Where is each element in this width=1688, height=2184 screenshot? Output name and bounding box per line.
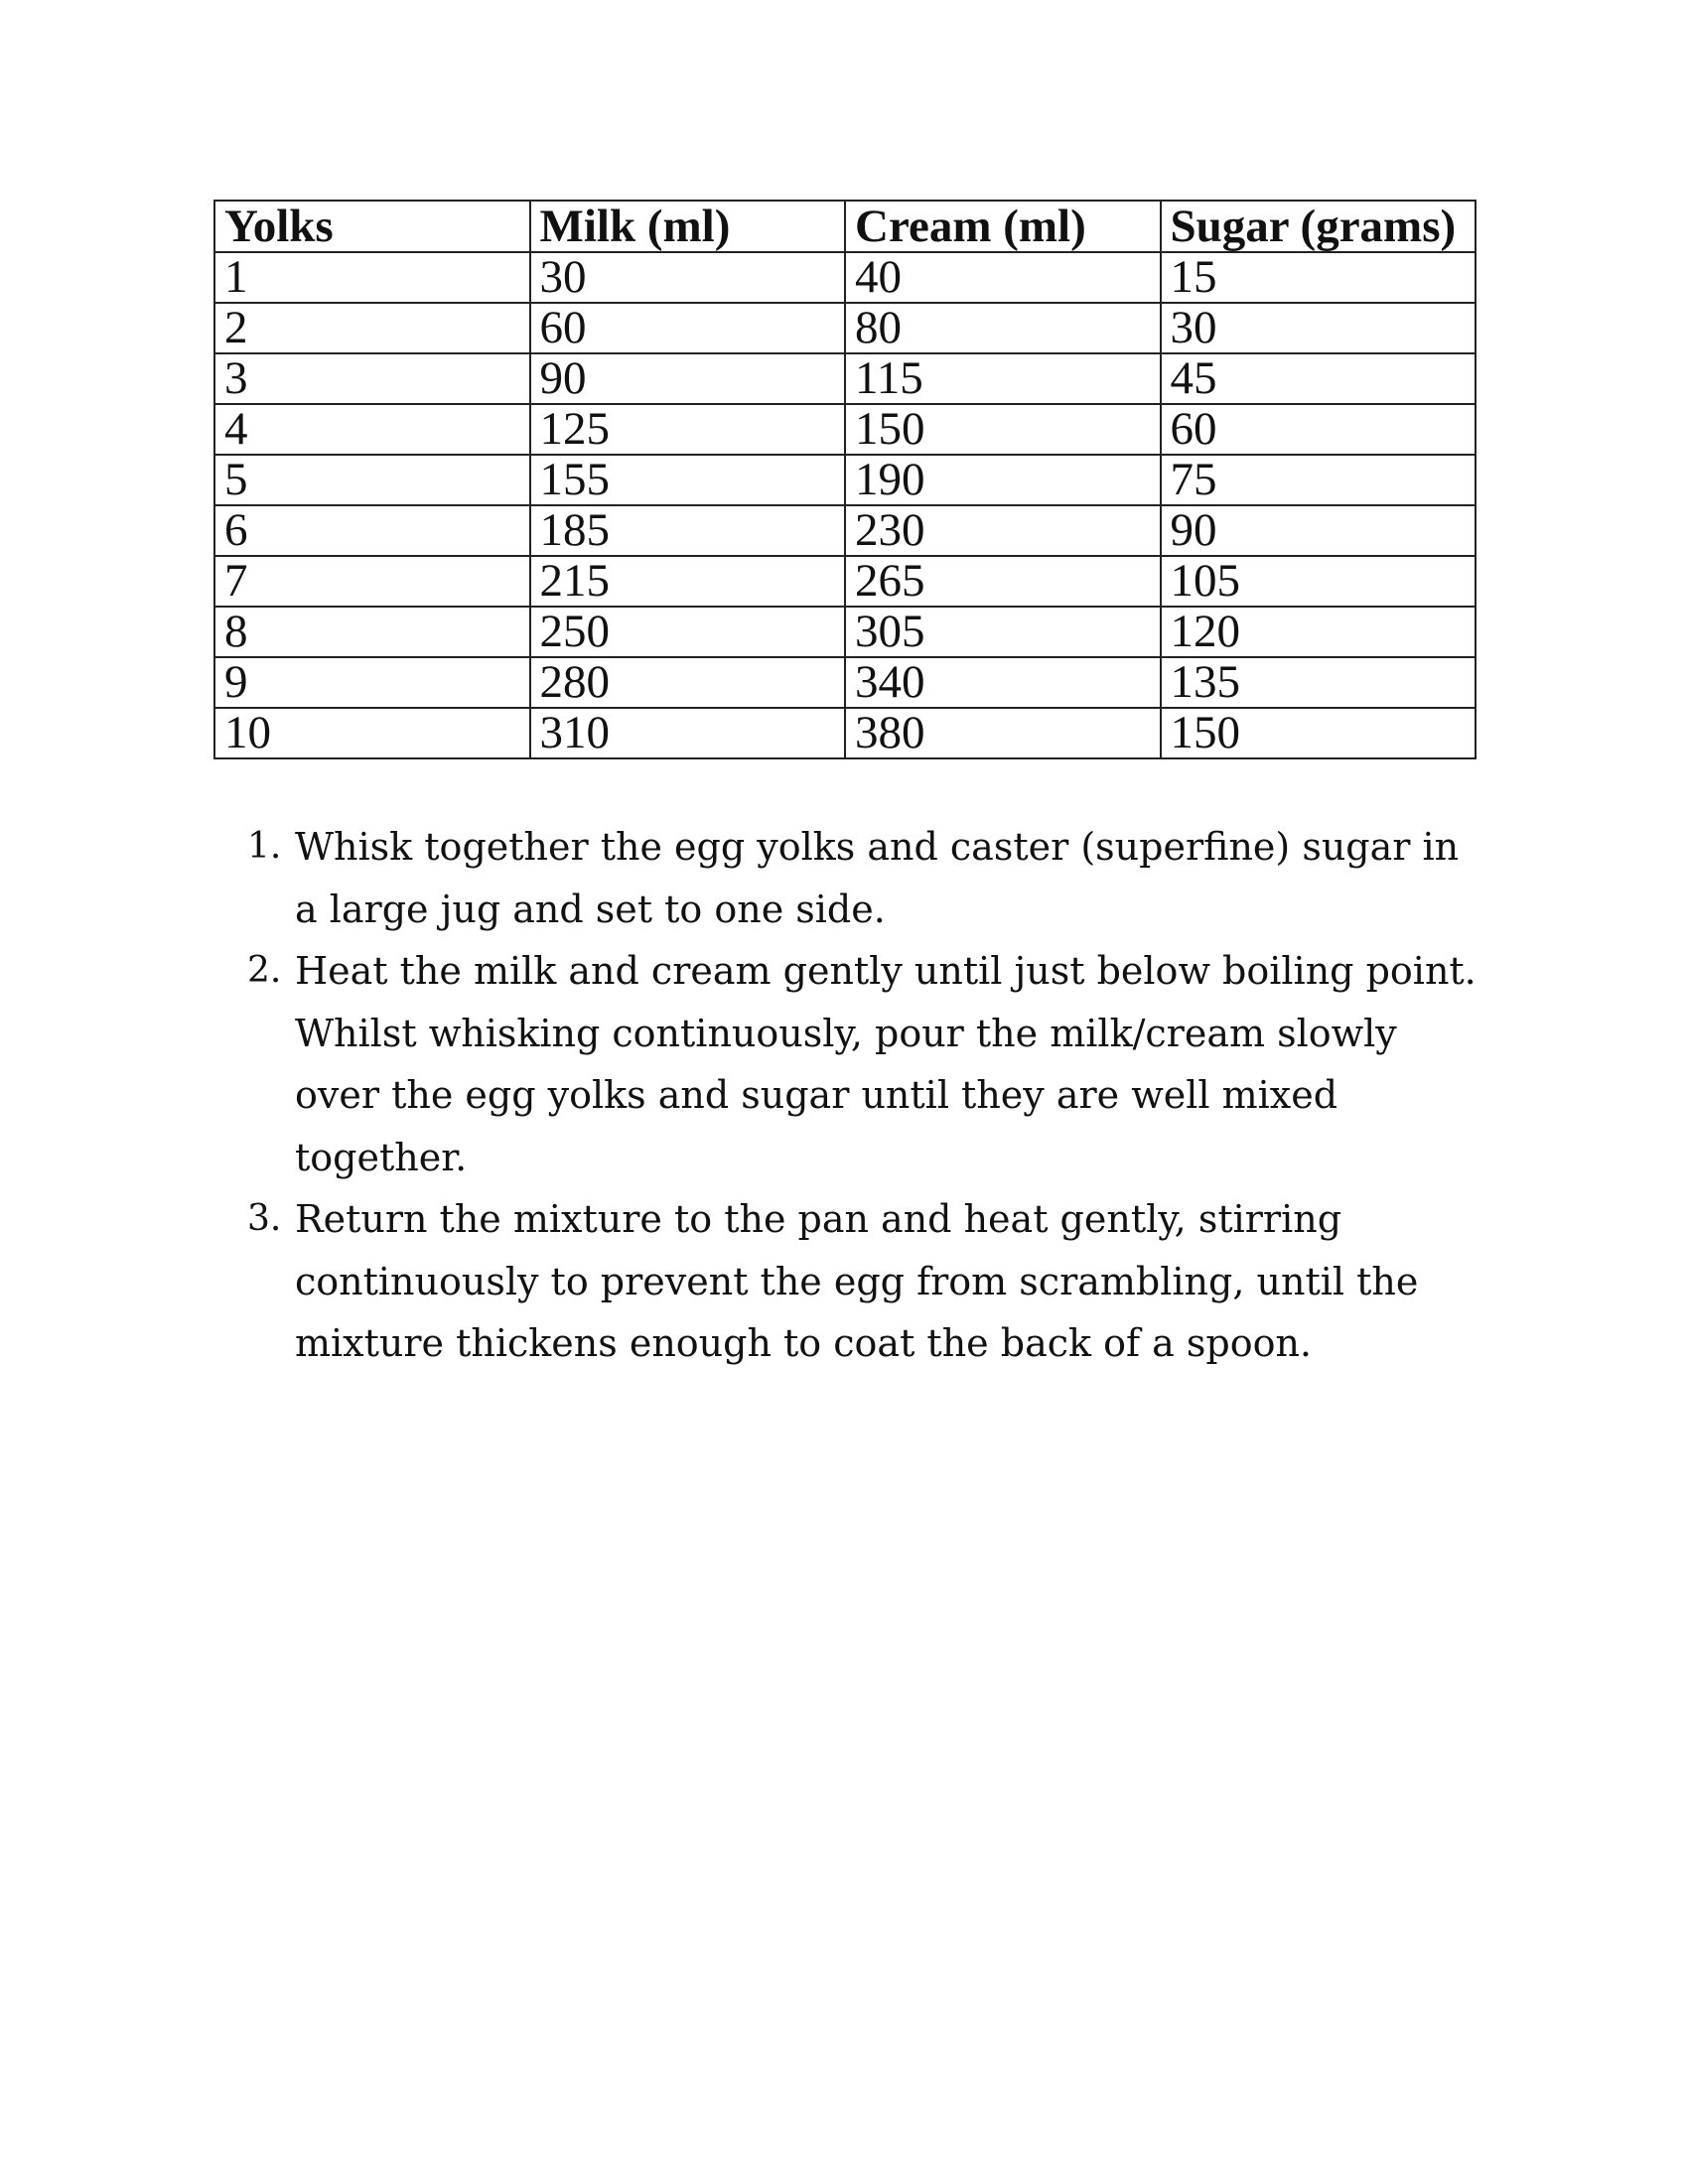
list-item	[247, 1188, 1486, 1375]
custard-ratio-table	[213, 200, 1477, 759]
cell-sugar: 90	[1161, 505, 1477, 556]
list-item	[247, 816, 1486, 940]
cell-yolks: 2	[214, 303, 530, 353]
cell-milk: 280	[530, 657, 846, 708]
cell-cream: 190	[845, 455, 1161, 505]
cell-sugar: 135	[1161, 657, 1477, 708]
cell-cream: 230	[845, 505, 1161, 556]
cell-cream: 40	[845, 252, 1161, 303]
cell-cream: 380	[845, 708, 1161, 758]
table-header-row	[214, 201, 1476, 252]
table-row	[214, 556, 1476, 607]
step-text: Heat the milk and cream gently until just below boiling point. Whilst whisking continuously, pour the milk/cream slowly over the egg yolks and sugar until they are well mixed together.	[295, 949, 1477, 1179]
cell-milk: 125	[530, 404, 846, 455]
header-sugar: Sugar (grams)	[1161, 201, 1477, 252]
cell-sugar: 105	[1161, 556, 1477, 607]
cell-yolks: 9	[214, 657, 530, 708]
step-text: Whisk together the egg yolks and caster (superfine) sugar in a large jug and set to one side.	[295, 825, 1460, 931]
step-number: 2.	[247, 950, 282, 991]
cell-yolks: 10	[214, 708, 530, 758]
cell-milk: 215	[530, 556, 846, 607]
cell-milk: 155	[530, 455, 846, 505]
table-row	[214, 252, 1476, 303]
cell-cream: 265	[845, 556, 1161, 607]
cell-sugar: 150	[1161, 708, 1477, 758]
method-steps-list	[247, 816, 1486, 1375]
cell-yolks: 6	[214, 505, 530, 556]
cell-yolks: 8	[214, 607, 530, 657]
cell-cream: 150	[845, 404, 1161, 455]
cell-yolks: 7	[214, 556, 530, 607]
step-text: Return the mixture to the pan and heat gently, stirring continuously to prevent the egg from scrambling, until the mixture thickens enough to coat the back of a spoon.	[295, 1197, 1419, 1365]
table-row	[214, 607, 1476, 657]
cell-sugar: 30	[1161, 303, 1477, 353]
cell-cream: 340	[845, 657, 1161, 708]
step-number: 1.	[247, 826, 282, 867]
cell-sugar: 75	[1161, 455, 1477, 505]
cell-yolks: 5	[214, 455, 530, 505]
cell-sugar: 120	[1161, 607, 1477, 657]
table-row	[214, 657, 1476, 708]
header-yolks: Yolks	[214, 201, 530, 252]
header-cream: Cream (ml)	[845, 201, 1161, 252]
cell-milk: 185	[530, 505, 846, 556]
cell-milk: 90	[530, 353, 846, 404]
list-item	[247, 940, 1486, 1188]
cell-sugar: 60	[1161, 404, 1477, 455]
table-row	[214, 404, 1476, 455]
table-row	[214, 505, 1476, 556]
cell-yolks: 4	[214, 404, 530, 455]
cell-milk: 310	[530, 708, 846, 758]
cell-milk: 60	[530, 303, 846, 353]
cell-yolks: 3	[214, 353, 530, 404]
cell-cream: 305	[845, 607, 1161, 657]
cell-cream: 115	[845, 353, 1161, 404]
table-row	[214, 455, 1476, 505]
cell-sugar: 15	[1161, 252, 1477, 303]
step-number: 3.	[247, 1198, 282, 1239]
table-row	[214, 353, 1476, 404]
table-row	[214, 708, 1476, 758]
cell-milk: 250	[530, 607, 846, 657]
header-milk: Milk (ml)	[530, 201, 846, 252]
cell-sugar: 45	[1161, 353, 1477, 404]
table-row	[214, 303, 1476, 353]
cell-cream: 80	[845, 303, 1161, 353]
cell-milk: 30	[530, 252, 846, 303]
cell-yolks: 1	[214, 252, 530, 303]
